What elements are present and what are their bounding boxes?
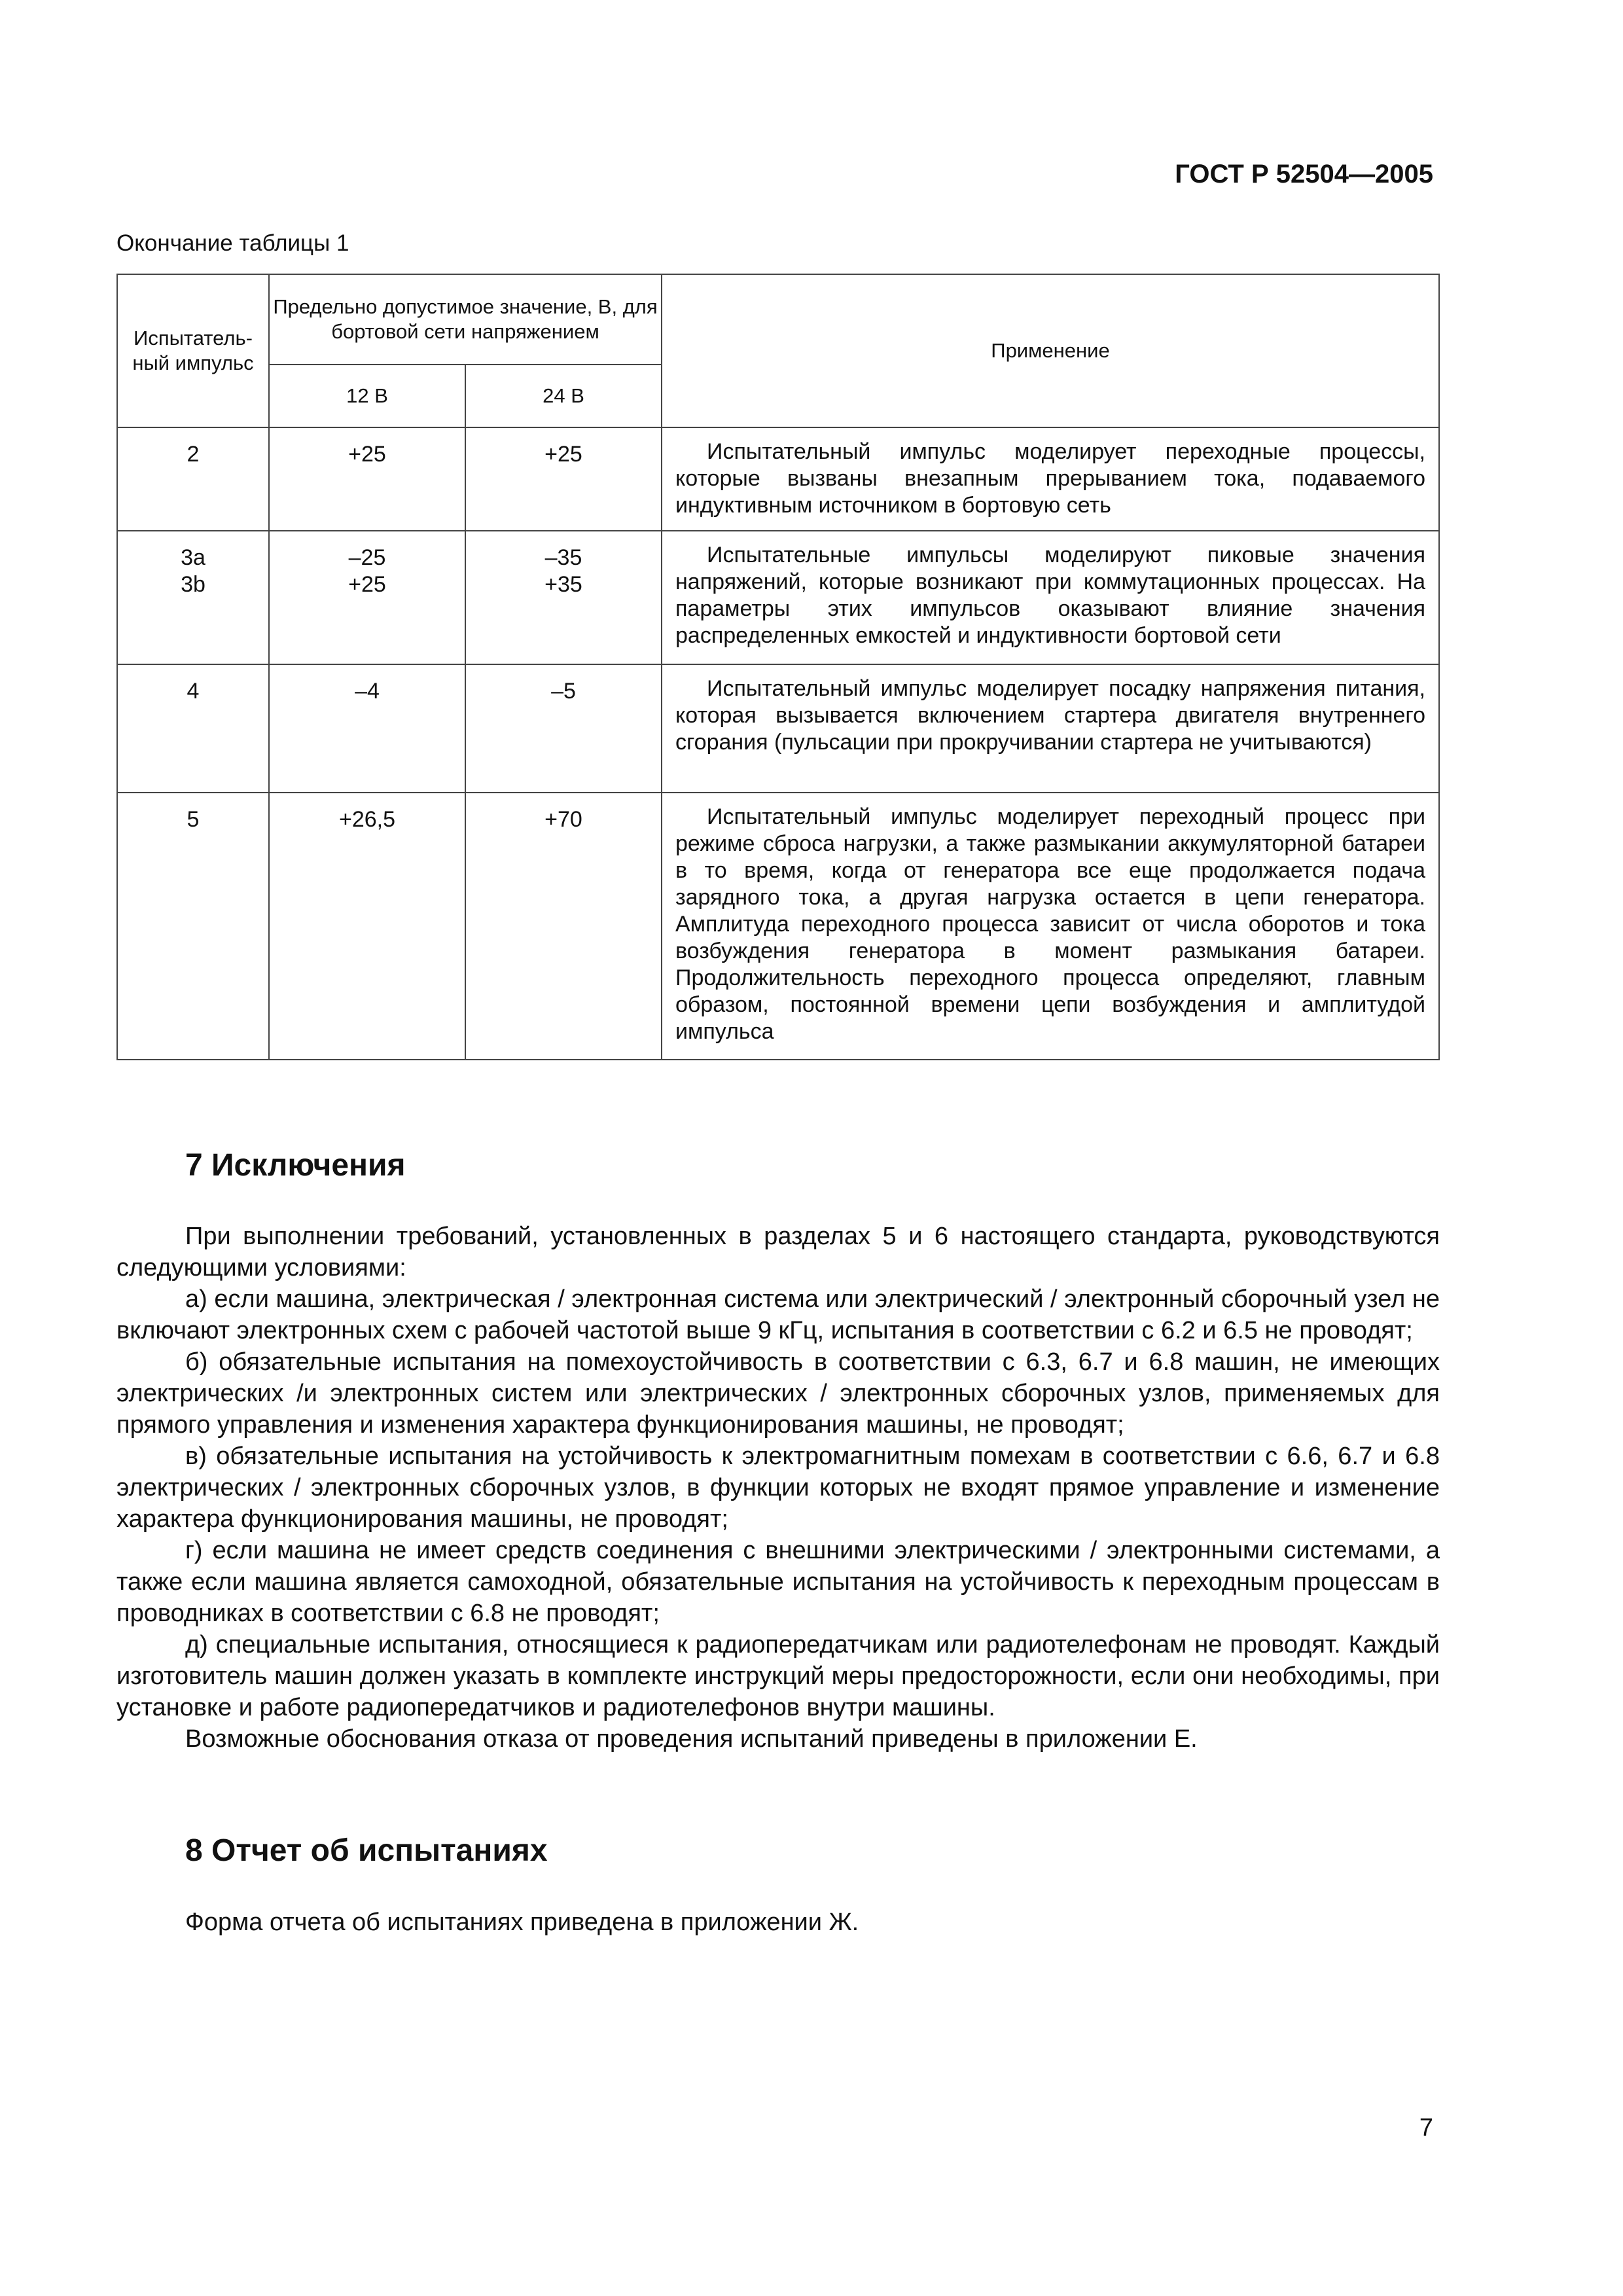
cell-application: Испытательный импульс моделирует посадку напряжения питания, которая вызывается включением стартера двигателя внутреннего сгорания (пульсации при прокручивании стартера не учитываются) bbox=[662, 664, 1439, 793]
cell-impulse: 2 bbox=[117, 427, 269, 531]
document-code: ГОСТ Р 52504—2005 bbox=[1175, 160, 1433, 188]
paragraph: а) если машина, электрическая / электронная система или электрический / электронный сборочный узел не включают электронных схем с рабочей частотой выше 9 кГц, испытания в соответствии с 6.2 и 6.5 не проводят; bbox=[116, 1285, 1440, 1344]
cell-application: Испытательный импульс моделирует переходный процесс при режиме сброса нагрузки, а также размыкании аккумуляторной батареи в то время, когда от генератора все еще продолжается подача зарядного тока, а другая нагрузка остается в цепи генератора. Амплитуда переходного процесса зависит от числа оборотов и тока возбуждения генератора в момент размыкания батареи. Продолжительность переходного процесса определяют, главным образом, постоянной времени цепи возбуждения и амплитудой импульса bbox=[662, 793, 1439, 1060]
cell-impulse: 3a 3b bbox=[117, 531, 269, 664]
section-8-heading: 8 Отчет об испытаниях bbox=[185, 1833, 548, 1868]
table-row bbox=[117, 531, 1439, 664]
header-12v: 12 В bbox=[269, 365, 465, 427]
header-application: Применение bbox=[662, 274, 1439, 427]
table-row bbox=[117, 664, 1439, 793]
header-limit: Предельно допустимое значение, В, для бортовой сети напряжением bbox=[269, 274, 662, 365]
table-row bbox=[117, 793, 1439, 1060]
paragraph: в) обязательные испытания на устойчивость к электромагнитным помехам в соответствии с 6.6, 6.7 и 6.8 электрических / электронных сборочных узлов, в функции которых не входят прямое управление и изменение характера функционирования машины, не проводят; bbox=[116, 1443, 1440, 1533]
specs-table bbox=[116, 274, 1440, 1060]
page-number: 7 bbox=[1419, 2114, 1433, 2142]
cell-12v: +26,5 bbox=[269, 793, 465, 1060]
cell-24v: +25 bbox=[465, 427, 662, 531]
section-7-body bbox=[116, 1221, 1440, 1755]
table-row bbox=[117, 427, 1439, 531]
paragraph: д) специальные испытания, относящиеся к радиопередатчикам или радиотелефонам не проводят. Каждый изготовитель машин должен указать в комплекте инструкций меры предосторожности, если они необходимы, при установке и работе радиопередатчиков и радиотелефонов внутри машины. bbox=[116, 1631, 1440, 1721]
section-7-heading: 7 Исключения bbox=[185, 1148, 406, 1183]
cell-24v: +70 bbox=[465, 793, 662, 1060]
header-impulse: Испытатель-ный импульс bbox=[117, 274, 269, 427]
paragraph: б) обязательные испытания на помехоустойчивость в соответствии с 6.3, 6.7 и 6.8 машин, не имеющих электрических /и электронных систем или электрических / электронных сборочных узлов, применяемых для прямого управления и изменения характера функционирования машины, не проводят; bbox=[116, 1348, 1440, 1439]
table-caption: Окончание таблицы 1 bbox=[116, 230, 349, 256]
cell-impulse: 4 bbox=[117, 664, 269, 793]
cell-application: Испытательный импульс моделирует переходные процессы, которые вызваны внезапным прерыванием тока, подаваемого индуктивным источником в бортовую сеть bbox=[662, 427, 1439, 531]
paragraph: При выполнении требований, установленных в разделах 5 и 6 настоящего стандарта, руководствуются следующими условиями: bbox=[116, 1223, 1440, 1282]
table-header-row bbox=[117, 274, 1439, 365]
cell-12v: –4 bbox=[269, 664, 465, 793]
header-24v: 24 В bbox=[465, 365, 662, 427]
cell-24v: –5 bbox=[465, 664, 662, 793]
section-8-body bbox=[116, 1907, 1440, 1938]
cell-12v: –25 +25 bbox=[269, 531, 465, 664]
paragraph: Форма отчета об испытаниях приведена в приложении Ж. bbox=[185, 1909, 859, 1936]
paragraph: Возможные обоснования отказа от проведения испытаний приведены в приложении Е. bbox=[185, 1725, 1198, 1753]
paragraph: г) если машина не имеет средств соединения с внешними электрическими / электронными системами, а также если машина является самоходной, обязательные испытания на устойчивость к переходным процессам в проводниках в соответствии с 6.8 не проводят; bbox=[116, 1537, 1440, 1627]
cell-impulse: 5 bbox=[117, 793, 269, 1060]
cell-24v: –35 +35 bbox=[465, 531, 662, 664]
cell-12v: +25 bbox=[269, 427, 465, 531]
cell-application: Испытательные импульсы моделируют пиковые значения напряжений, которые возникают при коммутационных процессах. На параметры этих импульсов оказывают влияние значения распределенных емкостей и индуктивности бортовой сети bbox=[662, 531, 1439, 664]
